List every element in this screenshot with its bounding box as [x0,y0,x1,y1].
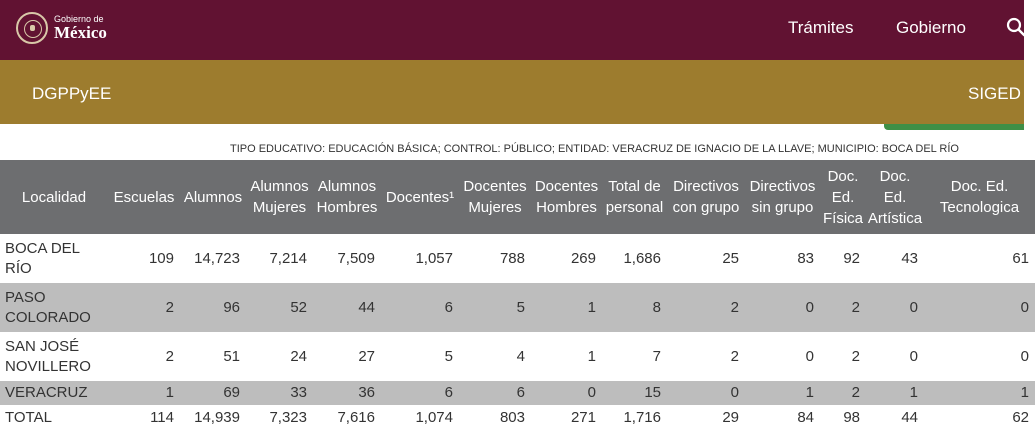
table-header-row [0,160,1035,234]
search-icon[interactable] [1006,17,1026,37]
table-cell: 114 [150,409,174,426]
table-cell: 51 [223,347,240,365]
table-caption: TIPO EDUCATIVO: EDUCACIÓN BÁSICA; CONTROL: PÚBLICO; ENTIDAD: VERACRUZ DE IGNACIO DE LA LLAVE; MUNICIPIO: BOCA DEL RÍO [230,143,959,155]
table-cell: 0 [909,347,918,365]
table-cell: 6 [444,384,453,401]
table-cell: 92 [843,249,860,267]
table-cell-localidad: SAN JOSÉ NOVILLERO [5,337,91,375]
table-cell: 7 [652,347,661,365]
col-header-docentes-hombres: Docentes Hombres [534,178,599,216]
table-cell: 2 [730,298,739,316]
table-cell: 1 [165,384,174,401]
table-cell: 6 [444,298,453,316]
table-cell: 2 [165,298,174,316]
table-cell: 83 [797,249,814,267]
col-header-directivos-con-grupo: Directivos con grupo [672,178,740,216]
table-cell: 1 [1020,384,1029,401]
table-cell: 7,616 [337,409,375,426]
table-cell: 52 [290,298,307,316]
table-cell: 6 [516,384,525,401]
top-navbar [0,0,1024,60]
nav-tramites[interactable]: Trámites [788,18,854,37]
logo-big-text: México [54,23,107,42]
table-row [0,332,1035,381]
table-row [0,283,1035,332]
table-cell: 25 [722,249,739,267]
table-row [0,381,1035,405]
table-cell-localidad: TOTAL [5,409,52,426]
table-cell: 1 [587,298,596,316]
table-cell: 1,074 [415,409,453,426]
table-cell: 5 [516,298,525,316]
table-cell: 269 [570,249,596,267]
table-cell: 43 [901,249,918,267]
table-cell: 8 [652,298,661,316]
table-cell: 1,716 [623,409,661,426]
table-cell: 0 [1020,298,1029,316]
table-cell: 0 [805,298,814,316]
table-cell: 7,214 [269,249,307,267]
table-cell: 0 [1020,347,1029,365]
table-cell: 44 [901,409,918,426]
table-cell: 33 [290,384,307,401]
table-cell: 14,939 [194,409,240,426]
col-header-localidad: Localidad [21,188,87,206]
table-cell: 96 [223,298,240,316]
band-siged-link[interactable]: SIGED [968,84,1021,103]
col-header-doc-ed-tecnologica: Doc. Ed. Tecnologica [939,178,1020,216]
statistics-table [0,160,1035,431]
table-cell: 7,323 [269,409,307,426]
table-cell: 4 [516,347,525,365]
table-cell: 0 [587,384,596,401]
seal-icon [16,12,48,44]
table-cell: 1 [805,384,814,401]
table-cell: 2 [851,347,860,365]
table-cell: 7,509 [337,249,375,267]
table-cell: 29 [722,409,739,426]
table-cell: 2 [730,347,739,365]
table-cell-localidad: BOCA DEL RÍO [5,239,80,277]
table-cell: 62 [1012,409,1029,426]
sub-header-band [0,60,1024,124]
table-cell: 98 [843,409,860,426]
col-header-doc-ed-artistica: Doc. Ed. Artística [867,167,923,227]
table-cell: 14,723 [194,249,240,267]
nav-gobierno[interactable]: Gobierno [896,18,966,37]
col-header-docentes-mujeres: Docentes Mujeres [463,178,527,216]
col-header-escuelas: Escuelas [113,188,175,206]
table-row [0,234,1035,283]
table-cell: 0 [805,347,814,365]
table-cell: 27 [358,347,375,365]
table-cell: 1,057 [415,249,453,267]
green-accent-tab [884,124,1024,130]
table-cell: 1 [909,384,918,401]
table-cell: 803 [499,409,525,426]
table-cell-localidad: VERACRUZ [5,384,88,401]
table-cell: 1 [587,347,596,365]
table-cell: 0 [909,298,918,316]
col-header-docentes: Docentes¹ [385,188,455,206]
table-cell: 15 [644,384,661,401]
table-cell: 5 [444,347,453,365]
table-total-row [0,405,1035,431]
col-header-alumnos-hombres: Alumnos Hombres [316,178,378,216]
table-cell: 24 [290,347,307,365]
col-header-doc-ed-fisica: Doc. Ed. Física [822,167,863,227]
logo-small-text: Gobierno de [54,14,104,24]
table-cell: 61 [1012,249,1029,267]
table-cell: 0 [730,384,739,401]
table-cell: 84 [797,409,814,426]
col-header-directivos-sin-grupo: Directivos sin grupo [749,178,816,216]
table-cell: 69 [223,384,240,401]
col-header-alumnos-mujeres: Alumnos Mujeres [250,178,309,216]
table-cell: 271 [570,409,596,426]
table-cell: 2 [851,298,860,316]
col-header-alumnos: Alumnos [183,188,243,206]
table-cell: 1,686 [623,249,661,267]
band-dgppyee-link[interactable]: DGPPyEE [32,84,112,103]
table-cell: 2 [165,347,174,365]
table-cell: 109 [148,249,174,267]
table-cell-localidad: PASO COLORADO [5,288,91,326]
table-cell: 44 [358,298,375,316]
gobierno-logo[interactable] [16,10,107,46]
table-cell: 36 [358,384,375,401]
table-cell: 2 [851,384,860,401]
col-header-total-personal: Total de personal [605,178,664,216]
table-cell: 788 [499,249,525,267]
